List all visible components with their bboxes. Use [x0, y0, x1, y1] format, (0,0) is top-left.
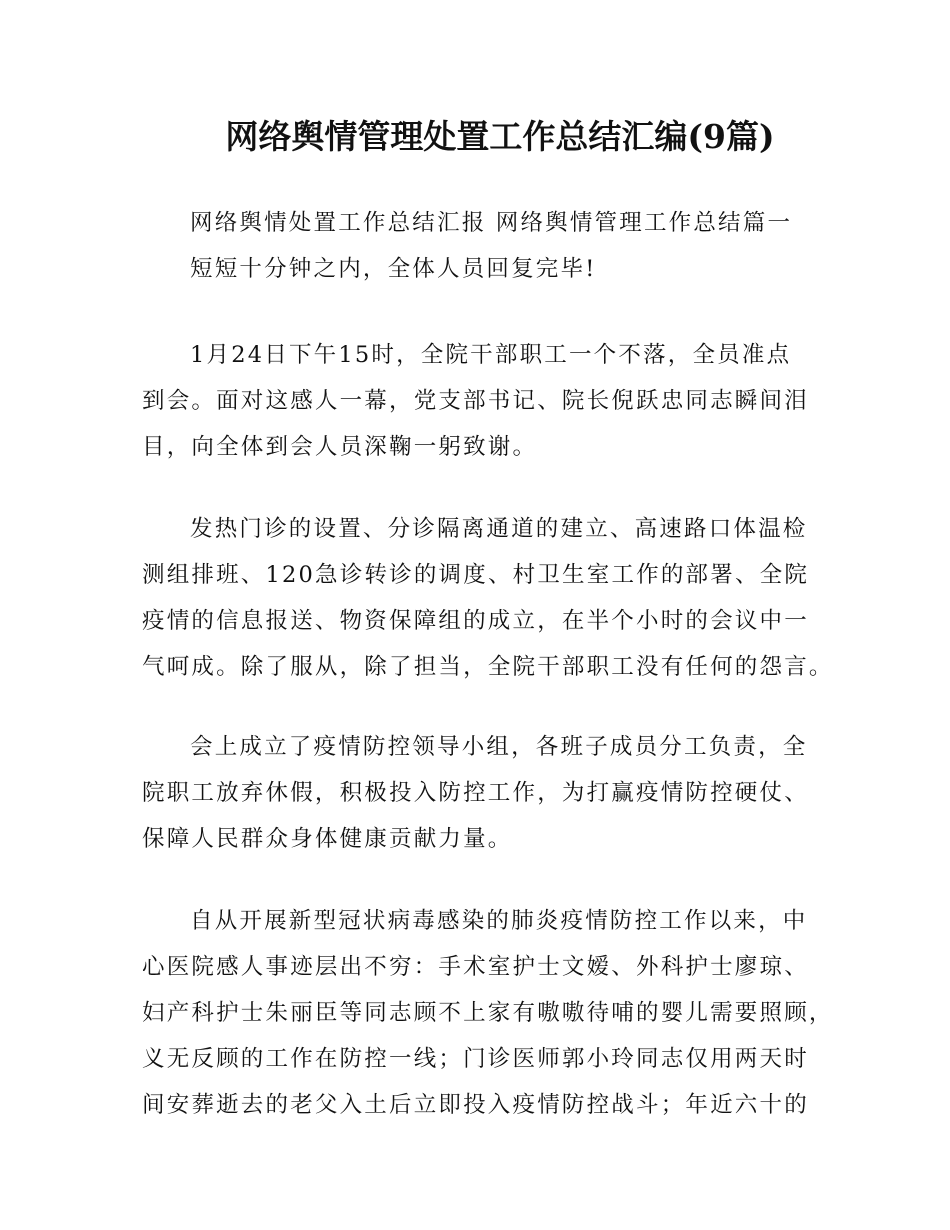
document-title: 网络舆情管理处置工作总结汇编(9篇) — [225, 117, 775, 156]
paragraph-2 — [142, 332, 842, 470]
paragraph-line: 心医院感人事迹层出不穷：手术室护士文嫒、外科护士廖琼、 — [142, 954, 809, 980]
paragraph-line: 到会。面对这感人一幕，党支部书记、院长倪跃忠同志瞬间泪 — [142, 388, 809, 414]
paragraph-line: 院职工放弃休假，积极投入防控工作，为打赢疫情防控硬仗、 — [142, 780, 809, 806]
paragraph-line: 妇产科护士朱丽臣等同志顾不上家有嗷嗷待哺的婴儿需要照顾， — [142, 1000, 834, 1026]
paragraph-line: 疫情的信息报送、物资保障组的成立，在半个小时的会议中一 — [142, 608, 809, 634]
paragraph-line: 1月24日下午15时，全院干部职工一个不落，全员准点 — [190, 342, 792, 368]
paragraph-line: 保障人民群众身体健康贡献力量。 — [142, 826, 513, 852]
paragraph-1 — [142, 200, 842, 292]
paragraph-line: 自从开展新型冠状病毒感染的肺炎疫情防控工作以来，中 — [190, 908, 808, 934]
paragraph-line: 气呵成。除了服从，除了担当，全院干部职工没有任何的怨言。 — [142, 654, 834, 680]
paragraph-line: 义无反顾的工作在防控一线；门诊医师郭小玲同志仅用两天时 — [142, 1046, 809, 1072]
paragraph-5 — [142, 898, 842, 1128]
paragraph-line: 发热门诊的设置、分诊隔离通道的建立、高速路口体温检 — [190, 516, 808, 542]
paragraph-line: 间安葬逝去的老父入土后立即投入疫情防控战斗；年近六十的 — [142, 1092, 809, 1118]
paragraph-line: 目，向全体到会人员深鞠一躬致谢。 — [142, 434, 538, 460]
paragraph-3 — [142, 506, 842, 690]
paragraph-line: 短短十分钟之内，全体人员回复完毕! — [190, 256, 597, 282]
paragraph-line: 测组排班、120急诊转诊的调度、村卫生室工作的部署、全院 — [142, 562, 810, 588]
paragraph-line: 会上成立了疫情防控领导小组，各班子成员分工负责，全 — [190, 734, 808, 760]
paragraph-4 — [142, 724, 842, 862]
paragraph-line: 网络舆情处置工作总结汇报 网络舆情管理工作总结篇一 — [190, 210, 793, 236]
